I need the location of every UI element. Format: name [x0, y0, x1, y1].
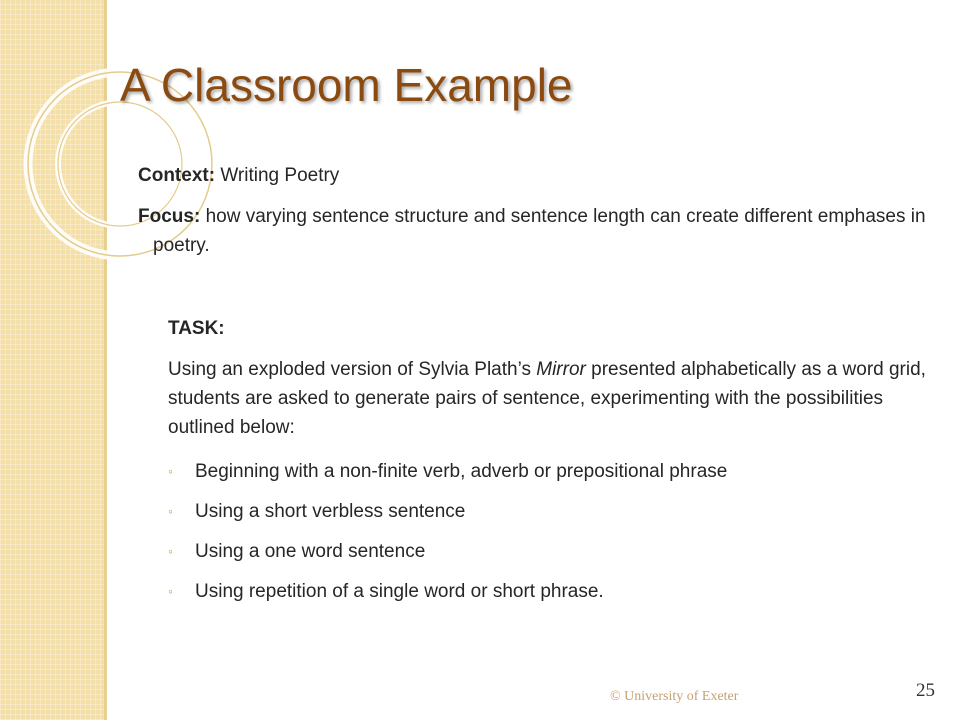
slide-number: 25 — [916, 680, 935, 701]
bullet-icon: ◦ — [168, 463, 173, 479]
bullet-icon: ◦ — [168, 583, 173, 599]
bullet-text: Using a short verbless sentence — [195, 501, 466, 522]
focus-line — [138, 202, 943, 260]
list-item — [168, 497, 465, 526]
bullet-text: Using a one word sentence — [195, 541, 426, 562]
bullet-icon: ◦ — [168, 503, 173, 519]
bullet-text: Using repetition of a single word or short phrase. — [195, 581, 604, 602]
poem-title: Mirror — [536, 359, 586, 380]
context-value: Writing Poetry — [220, 165, 340, 186]
context-line — [138, 161, 918, 190]
copyright-footer: © University of Exeter — [610, 689, 739, 704]
list-item — [168, 457, 727, 486]
context-label: Context: — [138, 165, 216, 186]
list-item — [168, 537, 425, 566]
bullet-icon: ◦ — [168, 543, 173, 559]
task-intro-start: Using an exploded version of Sylvia Plath’s — [168, 359, 531, 380]
task-heading: TASK: — [168, 318, 225, 339]
task-intro-end: presented alphabetically as a word grid, students are asked to generate pairs of sentence, experimenting with the possibilities outlined below: — [168, 359, 926, 438]
list-item — [168, 577, 604, 606]
task-intro — [168, 355, 930, 442]
focus-label: Focus: — [138, 206, 201, 227]
bullet-text: Beginning with a non-finite verb, adverb or prepositional phrase — [195, 461, 728, 482]
slide-title: A Classroom Example — [120, 59, 573, 111]
focus-value: how varying sentence structure and sentence length can create different emphases in poetry. — [153, 206, 926, 256]
